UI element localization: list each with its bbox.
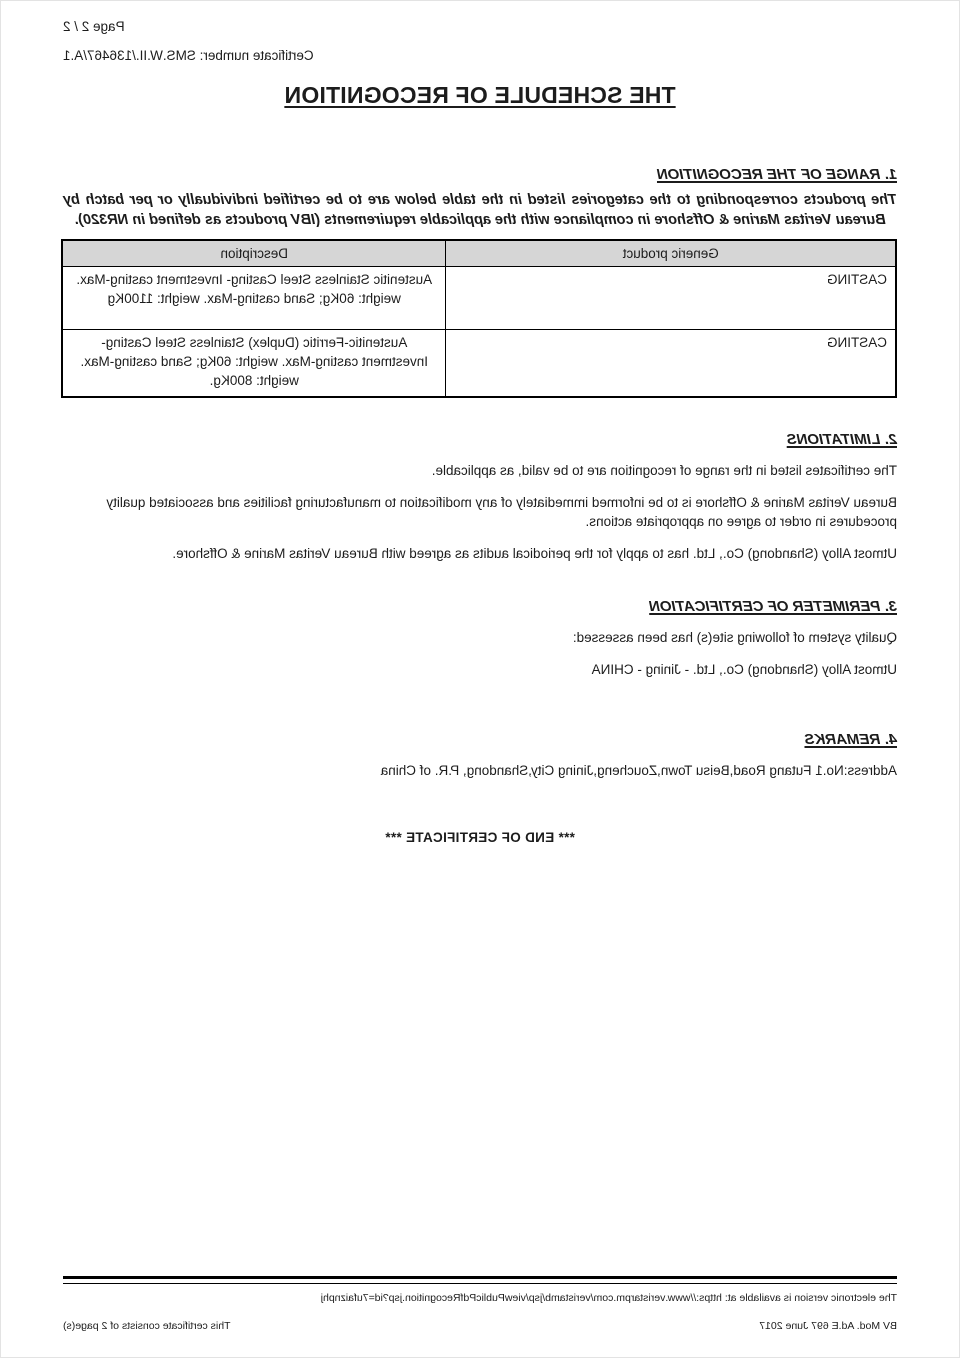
assessed-site: Utmost Alloy (Shandong) Co., Ltd. - Jining - CHINA xyxy=(591,662,897,677)
end-of-certificate-marker: *** END OF CERTIFICATE *** xyxy=(385,830,575,845)
col-header-generic-product: Generic product xyxy=(446,240,896,267)
section-1-heading: 1. RANGE OF THE RECOGNITION xyxy=(656,166,897,183)
col-header-description: Description xyxy=(62,240,446,267)
limitations-paragraph-1: The certificates listed in the range of recognition are to be valid, as applicable. xyxy=(431,463,897,478)
page-header xyxy=(63,19,897,64)
limitations-paragraph-2: Bureau Veritas Marine & Offshore is to be informed immediately of any modification to manufacturing facilities and associated quality procedures in order to agree on appropriate actions. xyxy=(106,495,897,529)
section-1-paragraph: The products corresponding to the categories listed in the table below are to be certified individually or per batch by Bureau Veritas Marine & Offshore in compliance with the applicable requirements (IBV products as defined in NR320). xyxy=(63,192,897,228)
footer-divider xyxy=(63,1276,897,1284)
perimeter-intro: Quality system of following site(s) has been assessed: xyxy=(572,630,897,645)
document-title: THE SCHEDULE OF RECOGNITION xyxy=(284,82,676,108)
description-cell: Austenitic-Ferritic (Duplex) Stainless Steel Casting- Investment casting-Max. weight: 60Kg; Sand casting-Max. weight: 800Kg. xyxy=(62,330,446,398)
remarks-address: Address:No.1 Futang Road,Beisu Town,Zoucheng,Jining City,Shandong, P.R. of China xyxy=(380,763,897,778)
generic-product-cell: CASTING xyxy=(446,267,896,330)
footer-electronic-version: The electronic version is available at: https://www.veristarpm.com/veristamb/jsp/viewPublicPdfRecognition.jsp?id=7ufaiznphj xyxy=(320,1292,897,1304)
description-cell: Austenitic Stainless Steel Casting- Investment casting-Max. weight: 60Kg; Sand casting-Max. weight: 1100Kg xyxy=(62,267,446,330)
section-3-heading: 3. PERIMETER OF CERTIFICATION xyxy=(649,598,897,615)
section-4-heading: 4. REMARKS xyxy=(804,731,897,748)
table-row xyxy=(62,267,896,330)
footer-meta-row xyxy=(63,1320,897,1333)
page-number: Page 2 / 2 xyxy=(63,19,125,34)
footer-form-reference: BV Mod. Ad.E 697 June 2017 xyxy=(759,1320,897,1332)
limitations-paragraph-3: Utmost Alloy (Shandong) Co., Ltd. has to apply for the periodical audits as agreed with Bureau Veritas Marine & Offshore. xyxy=(172,546,897,561)
table-header-row xyxy=(62,240,896,267)
certificate-number: Certificate number: SMS.W.II./136467/A.1 xyxy=(63,48,314,63)
document-body xyxy=(63,0,897,845)
footer-page-count: This certificate consists of 2 page(s) xyxy=(63,1320,231,1332)
section-2-heading: 2. LIMITATIONS xyxy=(786,431,897,448)
generic-product-cell: CASTING xyxy=(446,330,896,398)
recognition-table xyxy=(61,239,897,398)
table-row xyxy=(62,330,896,398)
